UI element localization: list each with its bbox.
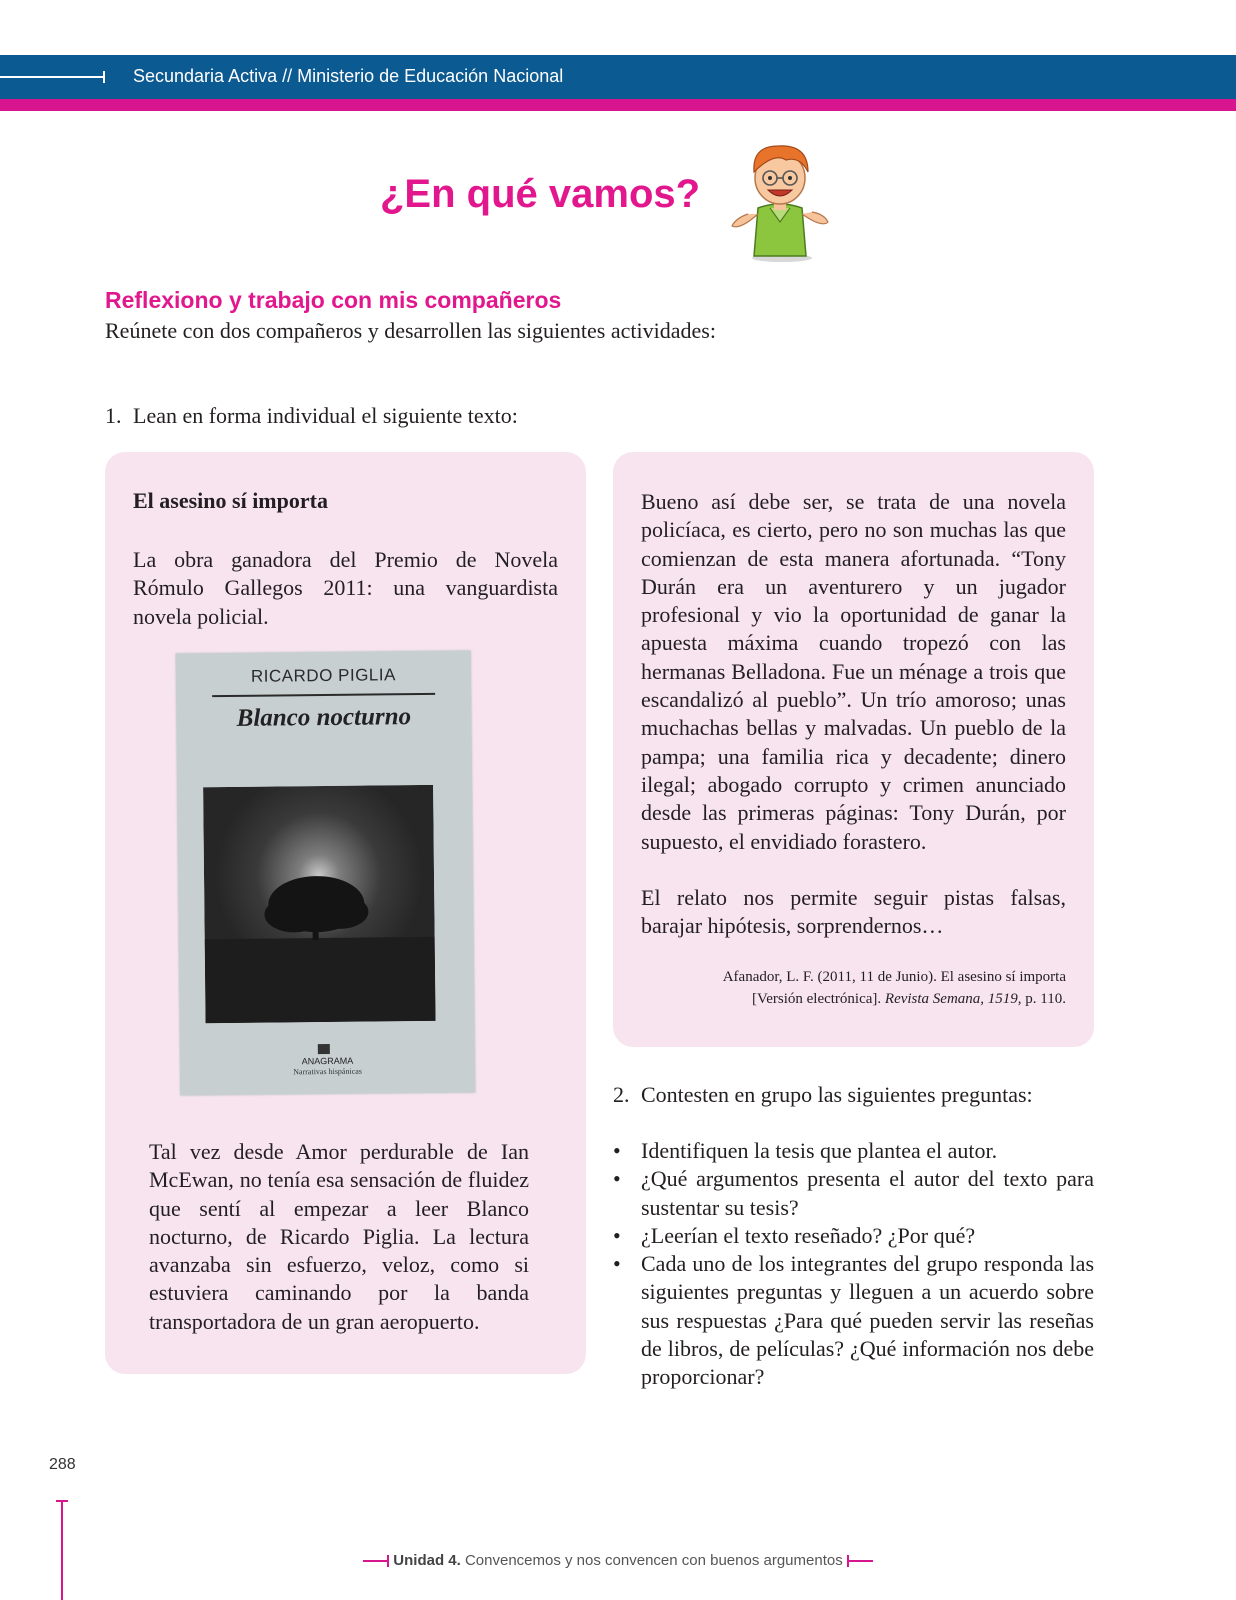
tree-at-night-photo xyxy=(203,785,435,1023)
cartoon-boy-illustration xyxy=(730,138,830,264)
article-intro: La obra ganadora del Premio de Novela Rómulo Gallegos 2011: una vanguardista novela policial. xyxy=(133,547,558,629)
footer-unit-title: Convencemos y nos convencen con buenos argumentos xyxy=(464,1552,843,1569)
book-collection: Narrativas hispánicas xyxy=(293,1066,362,1077)
article-body-left: Tal vez desde Amor perdurable de Ian McEwan, no tenía esa sensación de fluidez que sentí al empezar a leer Blanco nocturno, de Ricardo Piglia. La lectura avanzaba sin esfuerzo, veloz, como si estuviera caminando por la banda transportadora de un gran aeropuerto. xyxy=(149,1139,529,1334)
bullet-icon: • xyxy=(613,1166,621,1192)
list-item xyxy=(613,1165,1094,1222)
book-author: RICARDO PIGLIA xyxy=(250,665,396,686)
series-title: Secundaria Activa // Ministerio de Educación Nacional xyxy=(133,66,564,86)
bullet-icon: • xyxy=(613,1222,621,1248)
article-body-right-1: Bueno así debe ser, se trata de una novela policíaca, es cierto, pero no son muchas las que comienzan de esta manera afortunada. “Tony Durán era un aventurero y un jugador profesional y vio la oportunidad de ganar la apuesta máxima cuando tropezó con las hermanas Belladona. Fue un ménage a trois que escandalizó al pueblo”. Un trío amoroso; unas muchachas bellas y malvadas. Un pueblo de la pampa; una familia rica y decadente; dinero ilegal; abogado corrupto y crimen anunciado desde las primeras páginas: Tony Durán, por supuesto, el envidiado forastero. xyxy=(641,489,1066,854)
header-rule xyxy=(0,76,104,78)
question-list xyxy=(613,1137,1094,1392)
footer-unit-label: Unidad 4. xyxy=(393,1552,461,1569)
activity-1-number: 1. xyxy=(105,403,122,428)
citation-journal: Revista Semana, 1519 xyxy=(884,991,1018,1007)
book-publisher: ANAGRAMA xyxy=(301,1055,354,1067)
article-citation xyxy=(641,966,1066,1010)
footer-margin-line xyxy=(61,1500,63,1600)
bullet-icon: • xyxy=(613,1138,621,1163)
question-text: ¿Leerían el texto reseñado? ¿Por qué? xyxy=(641,1222,976,1248)
bullet-icon: • xyxy=(613,1251,621,1277)
question-text: ¿Qué argumentos presenta el autor del texto para sustentar su tesis? xyxy=(641,1166,1094,1220)
question-text: Cada uno de los integrantes del grupo responda las siguientes preguntas y lleguen a un acuerdo sobre sus respuestas ¿Para qué pueden servir las reseñas de libros, de películas? ¿Qué información nos debe proporcionar? xyxy=(641,1251,1094,1390)
article-heading: El asesino sí importa xyxy=(133,488,328,513)
footer-rule-right xyxy=(847,1560,873,1562)
header-rule-tick xyxy=(103,71,105,83)
citation-line-1: Afanador, L. F. (2011, 11 de Junio). El asesino sí importa xyxy=(722,969,1066,985)
footer-unit xyxy=(0,1552,1236,1569)
book-title: Blanco nocturno xyxy=(236,703,412,732)
activity-2-instruction: Contesten en grupo las siguientes preguntas: xyxy=(641,1082,1033,1107)
book-rule xyxy=(212,693,435,697)
section-instructions: Reúnete con dos compañeros y desarrollen las siguientes actividades: xyxy=(105,318,716,343)
list-item xyxy=(613,1137,1094,1165)
page-title: ¿En qué vamos? xyxy=(380,172,701,216)
question-text: Identifiquen la tesis que plantea el autor. xyxy=(641,1138,998,1163)
list-item xyxy=(613,1222,1094,1250)
page-number: 288 xyxy=(49,1456,76,1473)
article-body-right-2: El relato nos permite seguir pistas falsas, barajar hipótesis, sorprendernos… xyxy=(641,885,1066,939)
citation-post: , p. 110. xyxy=(1017,991,1066,1007)
footer-rule-left xyxy=(363,1560,389,1562)
publisher-logo-icon xyxy=(318,1044,330,1054)
book-cover xyxy=(176,650,476,1095)
header-accent-stripe xyxy=(0,99,1236,111)
section-heading: Reflexiono y trabajo con mis compañeros xyxy=(105,287,562,313)
activity-1-instruction: Lean en forma individual el siguiente texto: xyxy=(133,403,518,428)
list-item xyxy=(613,1250,1094,1391)
activity-2-number: 2. xyxy=(613,1082,630,1107)
citation-pre: [Versión electrónica]. xyxy=(752,991,885,1007)
